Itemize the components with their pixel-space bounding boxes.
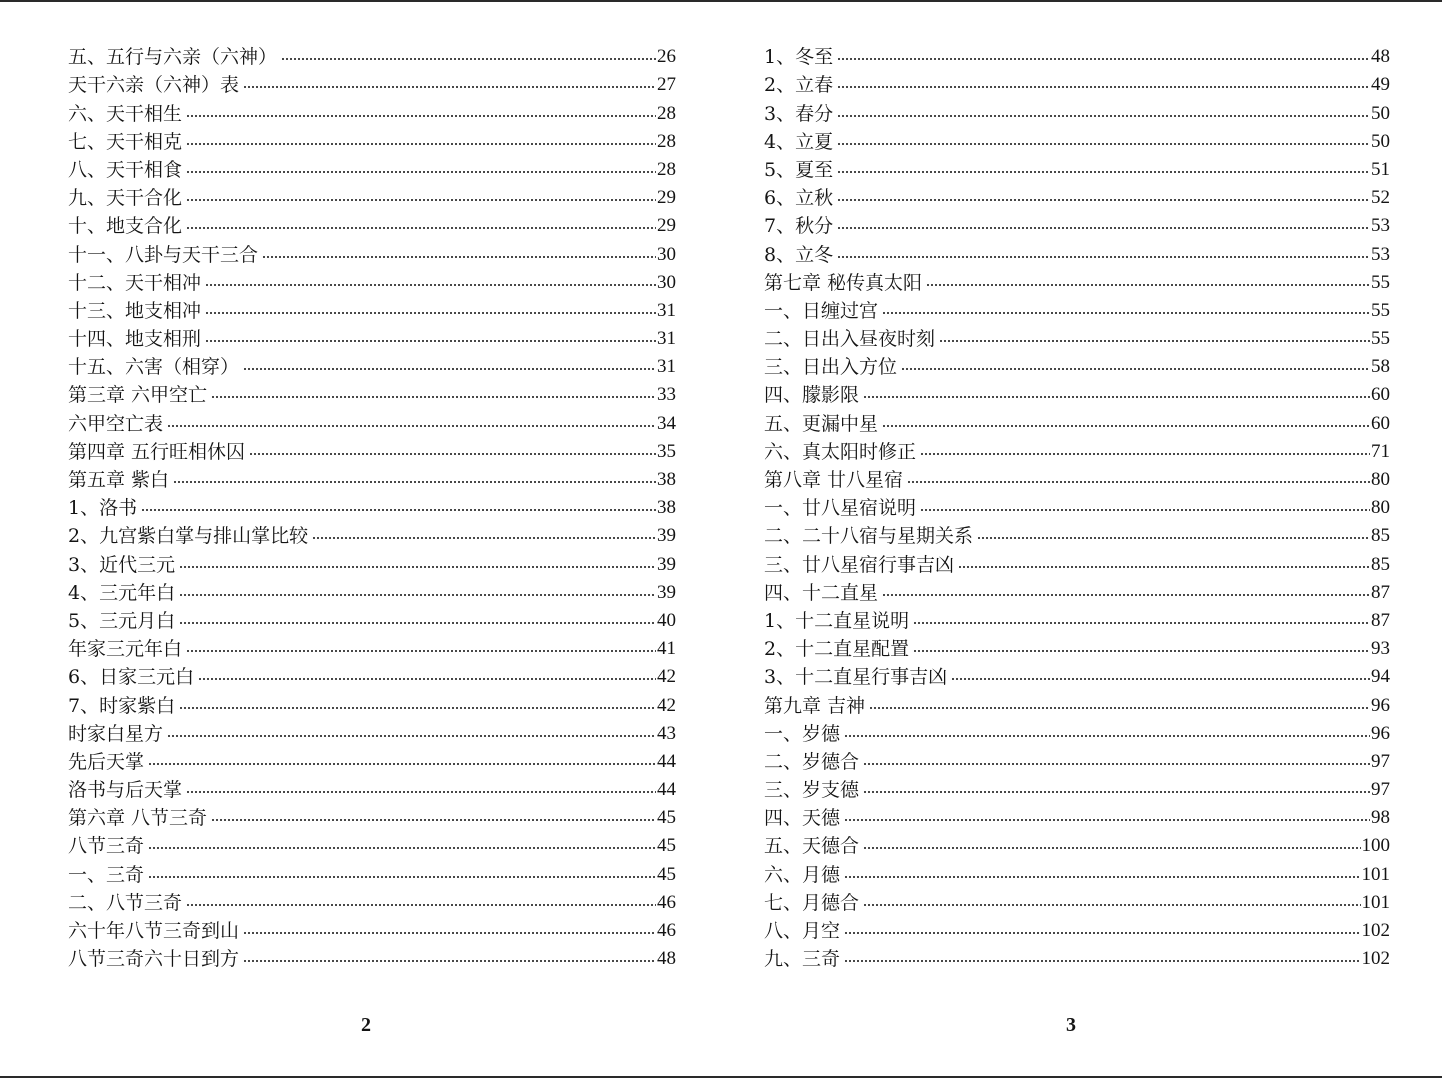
- toc-entry-page: 46: [657, 920, 676, 941]
- bottom-border-line: [0, 1076, 1442, 1078]
- dot-leader: [920, 509, 1370, 511]
- toc-entry: [764, 519, 1390, 547]
- dot-leader: [186, 227, 656, 229]
- toc-entry-page: 51: [1371, 158, 1390, 180]
- dot-leader: [844, 735, 1370, 737]
- toc-entry-page: 45: [657, 807, 676, 829]
- dot-leader: [837, 171, 1370, 173]
- toc-entry: [68, 745, 676, 773]
- toc-entry-title: 洛书与后天掌: [68, 779, 183, 802]
- toc-entry-title: 八节三奇: [68, 835, 145, 858]
- dot-leader: [186, 791, 656, 793]
- toc-entry-title: 八、天干相食: [68, 158, 183, 181]
- toc-entry-page: 55: [1371, 271, 1390, 293]
- dot-leader: [863, 396, 1370, 398]
- toc-entry-title: 二、二十八宿与星期关系: [764, 525, 974, 548]
- toc-entry-page: 35: [657, 440, 676, 462]
- toc-entry-page: 26: [657, 46, 676, 68]
- left-page-number: 2: [361, 1014, 371, 1036]
- top-border-line: [0, 0, 1442, 2]
- toc-entry-title: 3、近代三元: [68, 553, 176, 576]
- toc-entry-title: 2、立春: [764, 74, 834, 97]
- toc-entry: [68, 857, 676, 885]
- toc-entry-page: 39: [657, 553, 676, 575]
- toc-entry-title: 十二、天干相冲: [68, 271, 202, 294]
- toc-entry: [68, 153, 676, 181]
- dot-leader: [901, 368, 1370, 370]
- toc-entry-title: 2、十二直星配置: [764, 638, 910, 661]
- dot-leader: [844, 876, 1360, 878]
- toc-entry-page: 80: [1371, 497, 1390, 519]
- toc-entry-page: 52: [1371, 187, 1390, 209]
- toc-entry-title: 三、岁支德: [764, 779, 860, 802]
- toc-entry-title: 一、廿八星宿说明: [764, 497, 917, 520]
- toc-entry-page: 100: [1361, 835, 1390, 857]
- toc-entry-page: 80: [1371, 469, 1390, 490]
- toc-entry: [764, 237, 1390, 265]
- toc-entry-title: 第三章 六甲空亡: [68, 384, 208, 407]
- toc-entry: [764, 463, 1390, 491]
- toc-entry: [764, 125, 1390, 153]
- dot-leader: [243, 960, 656, 962]
- toc-entry: [764, 547, 1390, 575]
- toc-entry-page: 46: [657, 891, 676, 913]
- dot-leader: [179, 566, 656, 568]
- toc-entry-page: 34: [657, 412, 676, 434]
- toc-entry-page: 102: [1361, 920, 1390, 941]
- toc-entry-page: 50: [1371, 102, 1390, 124]
- toc-entry: [68, 435, 676, 463]
- toc-entry: [764, 688, 1390, 716]
- toc-entry-title: 九、天干合化: [68, 187, 183, 210]
- toc-entry: [764, 886, 1390, 914]
- toc-entry-page: 27: [657, 74, 676, 96]
- dot-leader: [882, 312, 1370, 314]
- toc-entry-title: 8、立冬: [764, 243, 834, 266]
- right-page-number: 3: [1066, 1014, 1076, 1036]
- dot-leader: [148, 847, 656, 849]
- toc-entry-title: 六、天干相生: [68, 102, 183, 125]
- dot-leader: [837, 256, 1370, 258]
- toc-entry-page: 55: [1371, 328, 1390, 350]
- toc-entry: [764, 406, 1390, 434]
- toc-entry: [764, 773, 1390, 801]
- dot-leader: [205, 284, 656, 286]
- dot-leader: [863, 904, 1360, 906]
- toc-entry-title: 二、日出入昼夜时刻: [764, 328, 936, 351]
- toc-entry-title: 四、十二直星: [764, 581, 879, 604]
- toc-entry: [68, 886, 676, 914]
- toc-entry-page: 40: [657, 609, 676, 631]
- dot-leader: [179, 622, 656, 624]
- dot-leader: [913, 650, 1370, 652]
- toc-entry: [764, 435, 1390, 463]
- toc-entry-page: 87: [1371, 581, 1390, 603]
- toc-entry-title: 3、十二直星行事吉凶: [764, 666, 948, 689]
- toc-entry-title: 三、廿八星宿行事吉凶: [764, 553, 955, 576]
- toc-entry-page: 28: [657, 130, 676, 152]
- toc-entry-page: 55: [1371, 299, 1390, 321]
- toc-entry-page: 48: [657, 948, 676, 970]
- toc-entry-title: 八节三奇六十日到方: [68, 948, 240, 971]
- dot-leader: [863, 763, 1370, 765]
- toc-entry-page: 96: [1371, 722, 1390, 744]
- toc-entry: [68, 378, 676, 406]
- toc-entry-page: 71: [1371, 440, 1390, 462]
- toc-entry: [764, 322, 1390, 350]
- toc-entry-page: 97: [1371, 779, 1390, 801]
- toc-entry: [68, 181, 676, 209]
- dot-leader: [920, 453, 1370, 455]
- dot-leader: [173, 481, 656, 483]
- toc-entry-page: 58: [1371, 356, 1390, 378]
- dot-leader: [837, 143, 1370, 145]
- dot-leader: [167, 735, 656, 737]
- toc-entry: [68, 125, 676, 153]
- toc-entry-page: 53: [1371, 215, 1390, 237]
- toc-entry-page: 38: [657, 469, 676, 490]
- toc-entry-title: 6、日家三元白: [68, 666, 195, 689]
- toc-entry: [68, 491, 676, 519]
- toc-entry-page: 38: [657, 497, 676, 519]
- toc-entry: [764, 491, 1390, 519]
- toc-entry-page: 30: [657, 271, 676, 293]
- toc-entry-title: 第四章 五行旺相休囚: [68, 440, 246, 463]
- dot-leader: [179, 594, 656, 596]
- toc-entry-page: 102: [1361, 948, 1390, 970]
- toc-entry-title: 5、夏至: [764, 158, 834, 181]
- toc-entry-title: 六、真太阳时修正: [764, 440, 917, 463]
- toc-entry-page: 50: [1371, 130, 1390, 152]
- dot-leader: [958, 566, 1370, 568]
- toc-entry-title: 第八章 廿八星宿: [764, 469, 904, 491]
- dot-leader: [837, 58, 1370, 60]
- toc-entry-title: 1、十二直星说明: [764, 609, 910, 632]
- toc-entry-title: 七、天干相克: [68, 130, 183, 153]
- toc-entry: [68, 68, 676, 96]
- toc-entry-title: 四、朦影限: [764, 384, 860, 407]
- toc-entry: [764, 209, 1390, 237]
- toc-entry-title: 十一、八卦与天干三合: [68, 243, 259, 266]
- dot-leader: [179, 707, 656, 709]
- toc-entry: [68, 604, 676, 632]
- toc-entry-title: 1、冬至: [764, 46, 834, 69]
- toc-entry: [764, 266, 1390, 294]
- toc-entry: [764, 745, 1390, 773]
- dot-leader: [186, 650, 656, 652]
- toc-entry-page: 49: [1371, 74, 1390, 96]
- toc-entry-page: 96: [1371, 694, 1390, 716]
- toc-entry-title: 5、三元月白: [68, 609, 176, 632]
- toc-entry: [68, 96, 676, 124]
- toc-entry-title: 五、更漏中星: [764, 412, 879, 435]
- toc-entry-page: 31: [657, 356, 676, 378]
- toc-entry-page: 41: [657, 638, 676, 660]
- toc-entry-page: 85: [1371, 525, 1390, 547]
- toc-entry-title: 一、岁德: [764, 722, 841, 745]
- toc-entry: [68, 237, 676, 265]
- dot-leader: [837, 115, 1370, 117]
- toc-entry-title: 五、五行与六亲（六神）: [68, 46, 278, 69]
- dot-leader: [186, 904, 656, 906]
- toc-entry-title: 第九章 吉神: [764, 694, 866, 717]
- toc-entry-title: 年家三元年白: [68, 638, 183, 661]
- toc-entry: [764, 576, 1390, 604]
- toc-entry-title: 八、月空: [764, 920, 841, 942]
- toc-entry: [68, 547, 676, 575]
- dot-leader: [186, 115, 656, 117]
- toc-entry: [68, 632, 676, 660]
- dot-leader: [262, 256, 656, 258]
- toc-entry-page: 60: [1371, 412, 1390, 434]
- dot-leader: [141, 509, 656, 511]
- toc-entry-title: 4、三元年白: [68, 581, 176, 604]
- toc-entry-title: 7、时家紫白: [68, 694, 176, 717]
- toc-entry: [764, 660, 1390, 688]
- dot-leader: [186, 171, 656, 173]
- toc-entry-title: 六甲空亡表: [68, 412, 164, 435]
- toc-entry: [68, 406, 676, 434]
- dot-leader: [907, 481, 1370, 483]
- toc-entry: [764, 181, 1390, 209]
- toc-entry: [68, 914, 676, 942]
- toc-entry: [68, 576, 676, 604]
- dot-leader: [148, 876, 656, 878]
- toc-entry-page: 60: [1371, 384, 1390, 406]
- dot-leader: [869, 707, 1370, 709]
- toc-entry-page: 28: [657, 102, 676, 124]
- toc-entry-title: 2、九宫紫白掌与排山掌比较: [68, 525, 309, 548]
- dot-leader: [148, 763, 656, 765]
- toc-entry-title: 第六章 八节三奇: [68, 807, 208, 830]
- toc-entry-page: 31: [657, 328, 676, 350]
- dot-leader: [281, 58, 656, 60]
- toc-entry: [764, 914, 1390, 942]
- dot-leader: [882, 594, 1370, 596]
- toc-entry: [764, 96, 1390, 124]
- toc-entry-page: 28: [657, 158, 676, 180]
- toc-entry-title: 十、地支合化: [68, 215, 183, 238]
- toc-entry-title: 六十年八节三奇到山: [68, 920, 240, 942]
- toc-entry: [764, 857, 1390, 885]
- dot-leader: [205, 340, 656, 342]
- dot-leader: [863, 791, 1370, 793]
- toc-entry-page: 39: [657, 581, 676, 603]
- toc-entry: [764, 604, 1390, 632]
- toc-entry: [68, 322, 676, 350]
- toc-entry: [68, 688, 676, 716]
- dot-leader: [186, 199, 656, 201]
- dot-leader: [837, 227, 1370, 229]
- toc-entry-page: 45: [657, 863, 676, 885]
- toc-entry-title: 三、日出入方位: [764, 356, 898, 379]
- toc-entry: [68, 350, 676, 378]
- dot-leader: [844, 960, 1360, 962]
- dot-leader: [243, 932, 656, 934]
- toc-entry: [68, 463, 676, 491]
- toc-entry-title: 7、秋分: [764, 215, 834, 238]
- toc-entry: [68, 942, 676, 970]
- toc-entry: [764, 378, 1390, 406]
- toc-entry-title: 六、月德: [764, 863, 841, 886]
- toc-entry-page: 42: [657, 694, 676, 716]
- dot-leader: [312, 537, 656, 539]
- toc-entry-page: 101: [1361, 863, 1390, 885]
- toc-entry: [68, 294, 676, 322]
- dot-leader: [211, 396, 656, 398]
- toc-entry-page: 94: [1371, 666, 1390, 688]
- toc-entry-page: 31: [657, 299, 676, 321]
- toc-entry-page: 30: [657, 243, 676, 265]
- toc-entry: [68, 519, 676, 547]
- toc-entry-title: 七、月德合: [764, 891, 860, 914]
- toc-entry-page: 29: [657, 187, 676, 209]
- dot-leader: [863, 847, 1360, 849]
- toc-entry-page: 93: [1371, 638, 1390, 660]
- dot-leader: [939, 340, 1370, 342]
- toc-entry: [68, 209, 676, 237]
- dot-leader: [205, 312, 656, 314]
- toc-entry: [764, 40, 1390, 68]
- toc-entry-page: 44: [657, 750, 676, 772]
- toc-entry: [764, 829, 1390, 857]
- toc-entry-title: 天干六亲（六神）表: [68, 74, 240, 97]
- toc-entry: [764, 350, 1390, 378]
- toc-entry: [764, 153, 1390, 181]
- toc-entry-title: 十五、六害（相穿）: [68, 356, 240, 379]
- toc-entry: [68, 773, 676, 801]
- toc-entry-title: 九、三奇: [764, 948, 841, 971]
- dot-leader: [243, 368, 656, 370]
- toc-entry-title: 十三、地支相冲: [68, 299, 202, 322]
- toc-entry-title: 第七章 秘传真太阳: [764, 271, 923, 294]
- toc-entry-title: 6、立秋: [764, 187, 834, 210]
- toc-entry-title: 十四、地支相刑: [68, 328, 202, 351]
- toc-entry: [764, 717, 1390, 745]
- toc-entry: [68, 801, 676, 829]
- toc-right-page: [764, 40, 1390, 970]
- dot-leader: [926, 284, 1370, 286]
- toc-entry-title: 3、春分: [764, 102, 834, 125]
- toc-entry: [68, 829, 676, 857]
- dot-leader: [167, 425, 656, 427]
- toc-entry-title: 二、八节三奇: [68, 891, 183, 914]
- toc-entry-page: 42: [657, 666, 676, 688]
- dot-leader: [211, 819, 656, 821]
- toc-entry-page: 39: [657, 525, 676, 547]
- dot-leader: [913, 622, 1370, 624]
- toc-entry-page: 87: [1371, 609, 1390, 631]
- toc-entry-page: 33: [657, 384, 676, 406]
- toc-entry-title: 一、日缠过宫: [764, 299, 879, 322]
- dot-leader: [243, 86, 656, 88]
- toc-entry: [764, 632, 1390, 660]
- dot-leader: [951, 678, 1370, 680]
- toc-entry-title: 一、三奇: [68, 863, 145, 886]
- dot-leader: [198, 678, 656, 680]
- toc-entry-page: 44: [657, 779, 676, 801]
- toc-entry-page: 97: [1371, 750, 1390, 772]
- toc-entry-page: 53: [1371, 243, 1390, 265]
- toc-entry-title: 五、天德合: [764, 835, 860, 858]
- toc-entry-page: 101: [1361, 891, 1390, 913]
- dot-leader: [977, 537, 1370, 539]
- dot-leader: [844, 819, 1370, 821]
- toc-entry: [68, 660, 676, 688]
- toc-entry-page: 98: [1371, 807, 1390, 829]
- toc-entry-page: 48: [1371, 46, 1390, 68]
- toc-entry-title: 先后天掌: [68, 750, 145, 773]
- toc-entry-title: 第五章 紫白: [68, 469, 170, 491]
- toc-entry-title: 1、洛书: [68, 497, 138, 520]
- dot-leader: [882, 425, 1370, 427]
- dot-leader: [844, 932, 1360, 934]
- dot-leader: [186, 143, 656, 145]
- toc-entry-title: 四、天德: [764, 807, 841, 830]
- toc-entry-title: 二、岁德合: [764, 750, 860, 773]
- toc-entry: [764, 942, 1390, 970]
- dot-leader: [837, 86, 1370, 88]
- toc-entry: [68, 266, 676, 294]
- dot-leader: [837, 199, 1370, 201]
- toc-entry-page: 85: [1371, 553, 1390, 575]
- toc-entry: [68, 717, 676, 745]
- toc-entry: [68, 40, 676, 68]
- toc-entry: [764, 294, 1390, 322]
- toc-entry: [764, 68, 1390, 96]
- toc-entry-title: 时家白星方: [68, 722, 164, 745]
- toc-entry-page: 29: [657, 215, 676, 237]
- toc-entry-page: 43: [657, 722, 676, 744]
- toc-entry-page: 45: [657, 835, 676, 857]
- toc-entry: [764, 801, 1390, 829]
- toc-left-page: [68, 40, 676, 970]
- toc-entry-title: 4、立夏: [764, 130, 834, 153]
- dot-leader: [249, 453, 656, 455]
